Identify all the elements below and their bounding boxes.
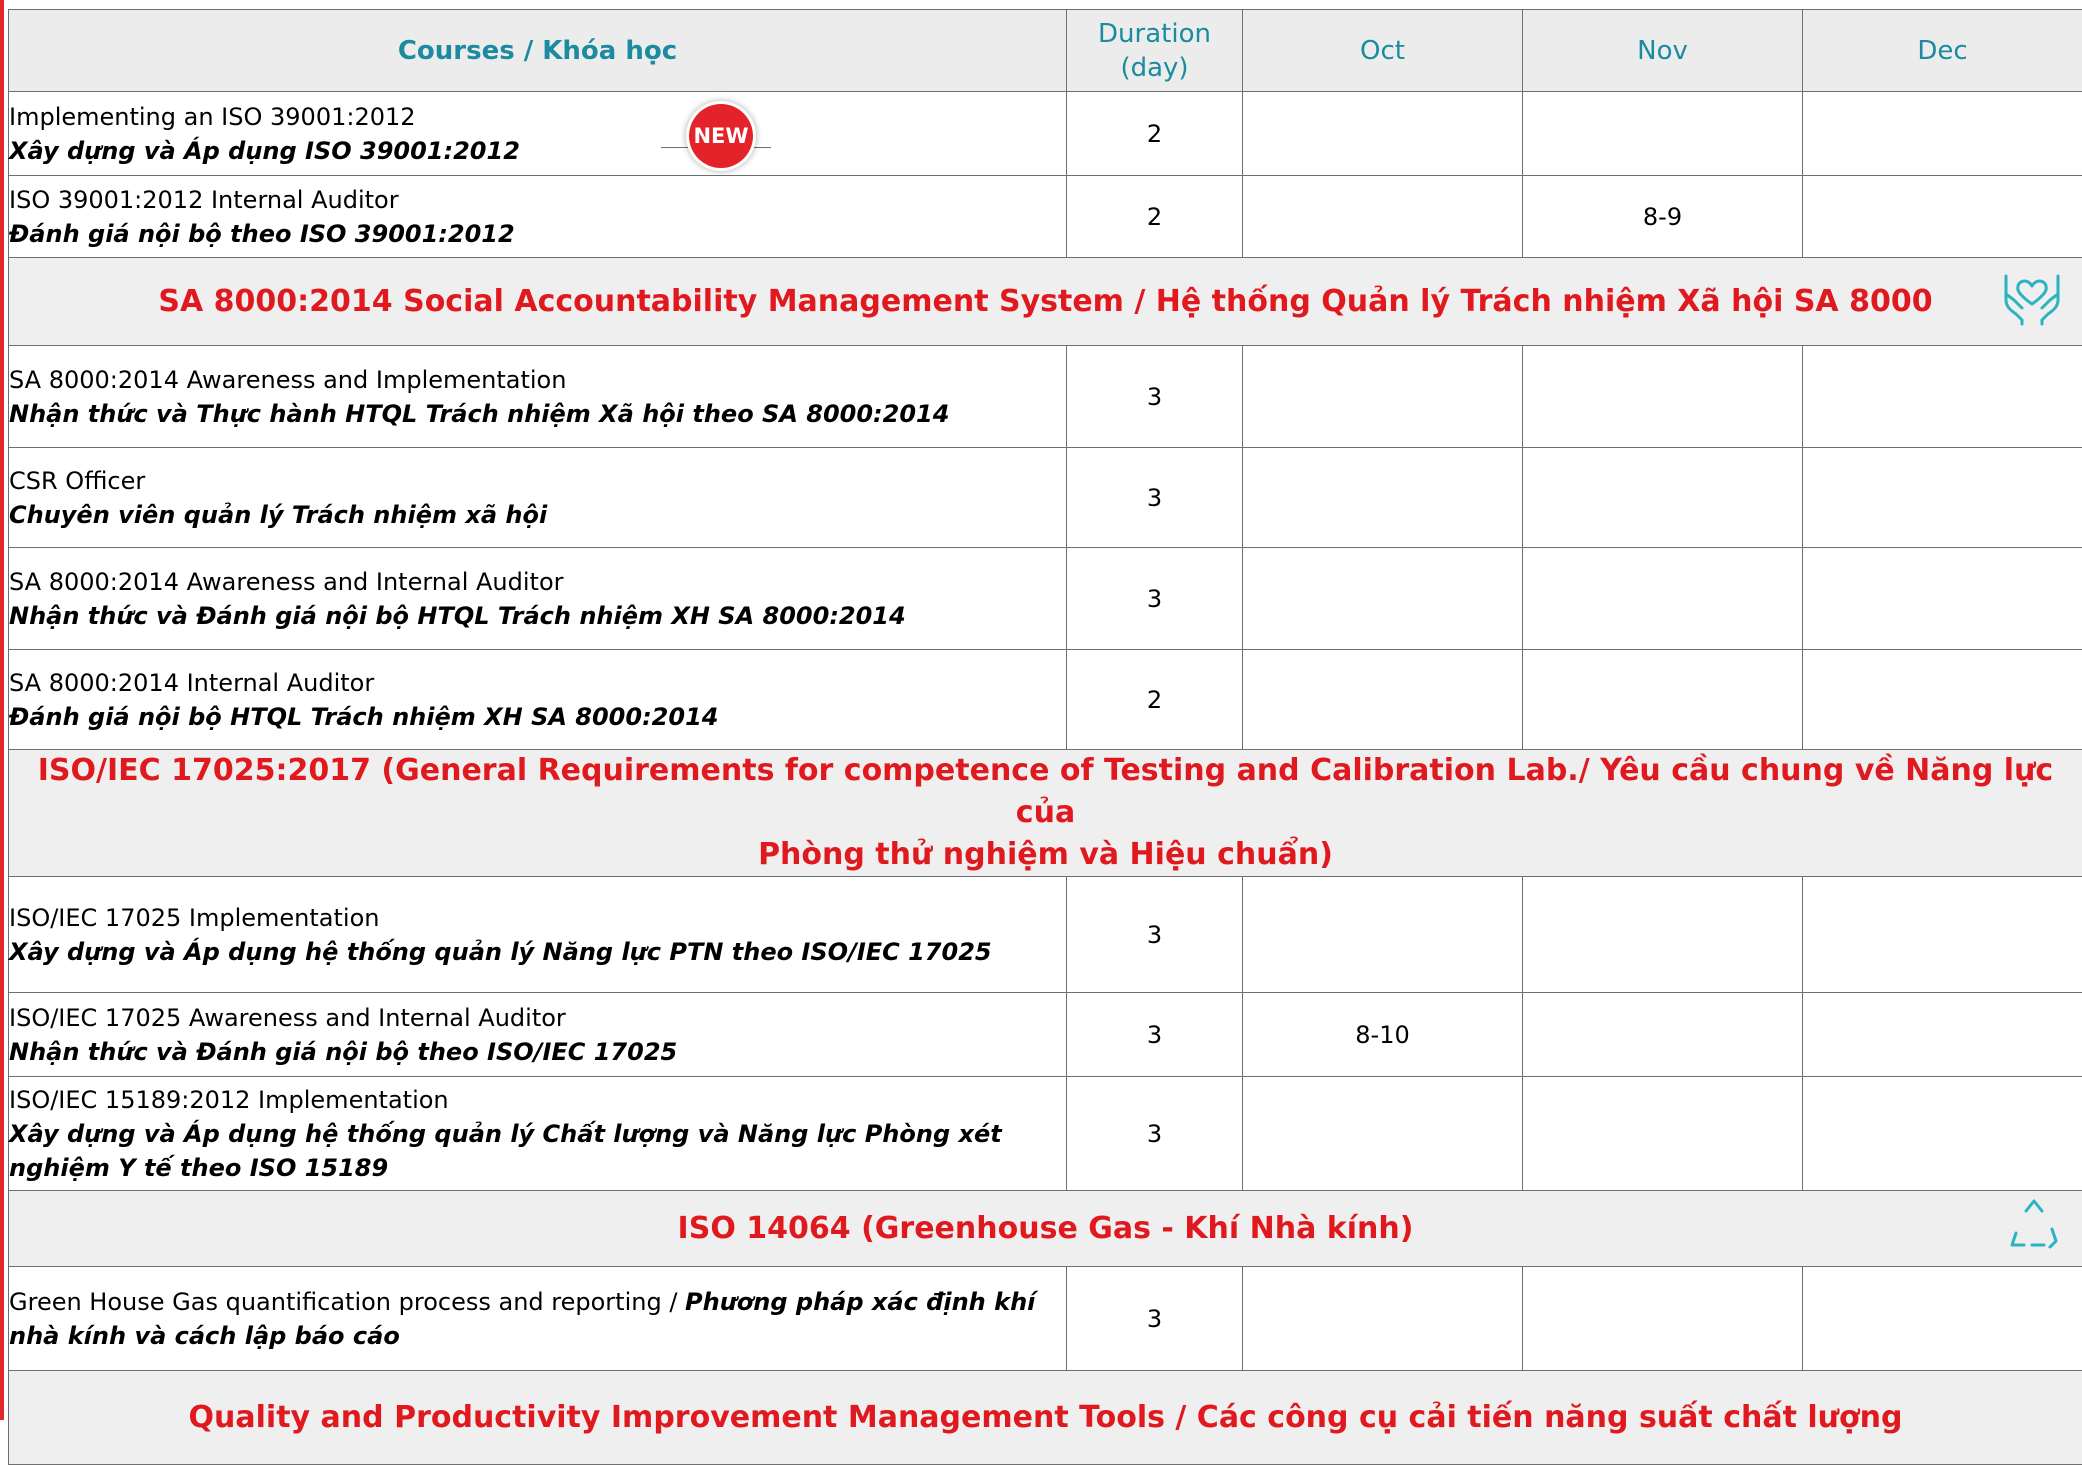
oct-cell [1243, 548, 1523, 650]
month-header-oct: Oct [1243, 10, 1523, 92]
nov-cell [1523, 650, 1803, 750]
course-name-en: Green House Gas quantification process and reporting / [9, 1288, 685, 1316]
duration-cell: 3 [1067, 877, 1243, 993]
month-header-nov: Nov [1523, 10, 1803, 92]
section-title: ISO 14064 (Greenhouse Gas - Khí Nhà kính) [678, 1211, 1414, 1246]
course-cell [9, 176, 1067, 258]
course-cell [9, 1077, 1067, 1191]
table-row [9, 176, 2082, 258]
nov-cell [1523, 346, 1803, 448]
table-row [9, 346, 2082, 448]
course-name-vn: Phương pháp xác định khí nhà kính và cách lập báo cáo [9, 1288, 1035, 1350]
dec-cell [1803, 92, 2082, 176]
course-name-vn: Nhận thức và Thực hành HTQL Trách nhiệm Xã hội theo SA 8000:2014 [9, 397, 1066, 431]
course-name-en: ISO/IEC 17025 Awareness and Internal Auditor [9, 1001, 1066, 1035]
duration-cell: 3 [1067, 993, 1243, 1077]
duration-cell: 3 [1067, 1267, 1243, 1371]
oct-cell [1243, 346, 1523, 448]
course-cell [9, 650, 1067, 750]
nov-cell [1523, 92, 1803, 176]
left-red-border [0, 0, 4, 1420]
section-row [9, 750, 2082, 877]
heart-hands-icon [2000, 264, 2064, 340]
course-name-en: SA 8000:2014 Awareness and Implementation [9, 363, 1066, 397]
duration-cell: 3 [1067, 448, 1243, 548]
nov-cell: 8-9 [1523, 176, 1803, 258]
nov-cell [1523, 448, 1803, 548]
oct-cell [1243, 92, 1523, 176]
month-header-dec: Dec [1803, 10, 2082, 92]
dec-cell [1803, 448, 2082, 548]
section-row [9, 1191, 2082, 1267]
section-header-sa8000 [9, 258, 2082, 346]
section-header-iso17025 [9, 750, 2082, 877]
dec-cell [1803, 1267, 2082, 1371]
duration-cell: 2 [1067, 176, 1243, 258]
course-cell [9, 1267, 1067, 1371]
oct-cell [1243, 1077, 1523, 1191]
table-row [9, 1077, 2082, 1191]
dec-cell [1803, 877, 2082, 993]
course-name-vn: Đánh giá nội bộ HTQL Trách nhiệm XH SA 8000:2014 [9, 700, 1066, 734]
oct-cell [1243, 650, 1523, 750]
table-row [9, 548, 2082, 650]
nov-cell [1523, 877, 1803, 993]
duration-label-line1: Duration [1098, 19, 1211, 49]
duration-label-line2: (day) [1120, 53, 1188, 83]
course-cell [9, 993, 1067, 1077]
new-badge-label: NEW [689, 104, 753, 168]
nov-cell [1523, 1267, 1803, 1371]
section-header-quality-tools [9, 1371, 2082, 1465]
duration-column-header [1067, 10, 1243, 92]
table-row [9, 877, 2082, 993]
dec-cell [1803, 650, 2082, 750]
new-badge [681, 96, 761, 176]
section-header-iso14064 [9, 1191, 2082, 1267]
course-cell [9, 448, 1067, 548]
dec-cell [1803, 346, 2082, 448]
section-row [9, 258, 2082, 346]
course-schedule-table [8, 9, 2082, 1465]
course-cell [9, 92, 1067, 176]
course-name-vn: Xây dựng và Áp dụng hệ thống quản lý Chất lượng và Năng lực Phòng xét nghiệm Y tế theo ISO 15189 [9, 1117, 1066, 1185]
duration-cell: 2 [1067, 92, 1243, 176]
dec-cell [1803, 548, 2082, 650]
course-name-en: Implementing an ISO 39001:2012 [9, 100, 1066, 134]
dec-cell [1803, 993, 2082, 1077]
course-name-en: ISO 39001:2012 Internal Auditor [9, 183, 1066, 217]
recycle-icon [2004, 1193, 2064, 1265]
table-row [9, 1267, 2082, 1371]
dec-cell [1803, 176, 2082, 258]
course-cell [9, 346, 1067, 448]
course-name-en: CSR Officer [9, 464, 1066, 498]
nov-cell [1523, 1077, 1803, 1191]
header-row [9, 10, 2082, 92]
table-row [9, 993, 2082, 1077]
oct-cell [1243, 448, 1523, 548]
section-title: Quality and Productivity Improvement Management Tools / Các công cụ cải tiến năng suất chất lượng [189, 1400, 1903, 1435]
nov-cell [1523, 548, 1803, 650]
duration-cell: 2 [1067, 650, 1243, 750]
section-row [9, 1371, 2082, 1465]
section-title-line1: ISO/IEC 17025:2017 (General Requirements for competence of Testing and Calibration Lab./ Yêu cầu chung về Năng lực của [38, 753, 2053, 830]
table-row [9, 92, 2082, 176]
section-title-line2: Phòng thử nghiệm và Hiệu chuẩn) [758, 837, 1333, 872]
oct-cell [1243, 176, 1523, 258]
course-name-vn: Xây dựng và Áp dụng hệ thống quản lý Năng lực PTN theo ISO/IEC 17025 [9, 935, 1066, 969]
dec-cell [1803, 1077, 2082, 1191]
course-cell [9, 548, 1067, 650]
table-row [9, 448, 2082, 548]
course-name-vn: Xây dựng và Áp dụng ISO 39001:2012 [9, 134, 1066, 168]
course-name-vn: Đánh giá nội bộ theo ISO 39001:2012 [9, 217, 1066, 251]
course-name-vn: Chuyên viên quản lý Trách nhiệm xã hội [9, 498, 1066, 532]
nov-cell [1523, 993, 1803, 1077]
oct-cell [1243, 1267, 1523, 1371]
table-row [9, 650, 2082, 750]
duration-cell: 3 [1067, 1077, 1243, 1191]
course-name-en: SA 8000:2014 Internal Auditor [9, 666, 1066, 700]
duration-cell: 3 [1067, 548, 1243, 650]
oct-cell [1243, 877, 1523, 993]
course-cell [9, 877, 1067, 993]
course-name-vn: Nhận thức và Đánh giá nội bộ theo ISO/IEC 17025 [9, 1035, 1066, 1069]
course-name-en: ISO/IEC 15189:2012 Implementation [9, 1083, 1066, 1117]
course-name-vn: Nhận thức và Đánh giá nội bộ HTQL Trách nhiệm XH SA 8000:2014 [9, 599, 1066, 633]
courses-column-header: Courses / Khóa học [9, 10, 1067, 92]
section-title: SA 8000:2014 Social Accountability Management System / Hệ thống Quản lý Trách nhiệm Xã hội SA 8000 [158, 284, 1932, 319]
oct-cell: 8-10 [1243, 993, 1523, 1077]
duration-cell: 3 [1067, 346, 1243, 448]
course-name-en: SA 8000:2014 Awareness and Internal Auditor [9, 565, 1066, 599]
course-name-en: ISO/IEC 17025 Implementation [9, 901, 1066, 935]
